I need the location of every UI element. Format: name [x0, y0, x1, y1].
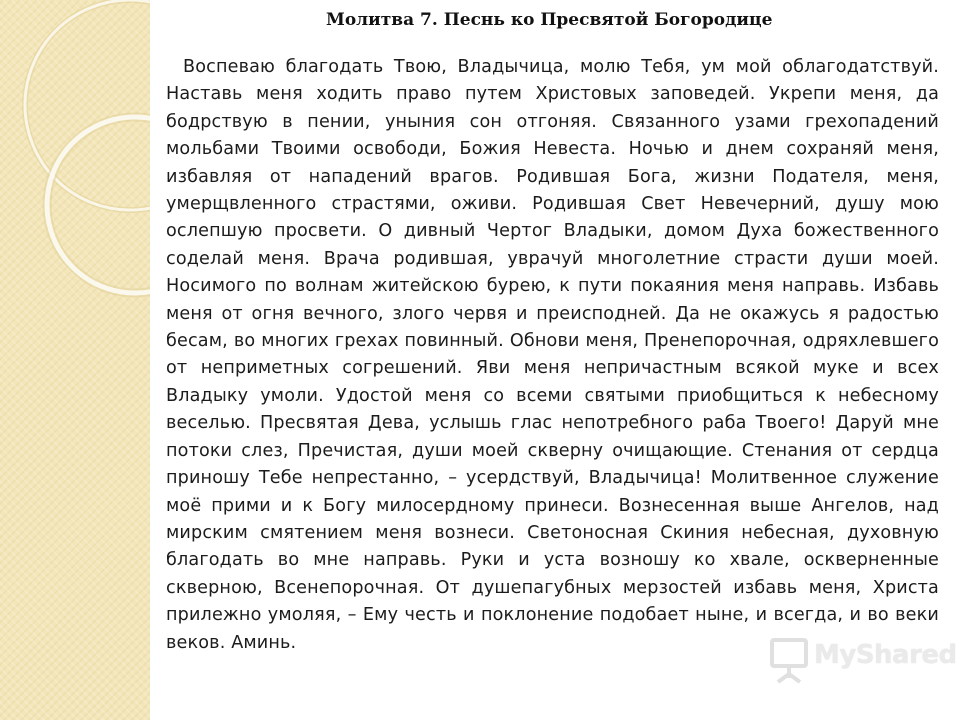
- presentation-board-icon: [768, 634, 812, 684]
- site-watermark: [768, 634, 957, 690]
- slide-title: Молитва 7. Песнь ко Пресвятой Богородице: [326, 10, 773, 30]
- decorative-ring-large-shadow: [25, 0, 150, 210]
- decorative-side-panel: [0, 0, 150, 720]
- prayer-text: Воспеваю благодать Твою, Владычица, молю Тебя, ум мой облагодатствуй. Наставь меня ходить право путем Христовых заповедей. Укрепи меня, да бодрствую в пении, уныния сон отгоняя. Связанного узами грехопадений мольбами Твоими освободи, Божия Невеста. Ночью и днем сохраняй меня, избавляя от нападений врагов. Родившая Бога, жизни Подателя, меня, умерщвленного страстями, оживи. Родившая Свет Невечерний, душу мою ослепшую просвети. О дивный Чертог Владыки, домом Духа божественного соделай меня. Врача родившая, уврачуй многолетние страсти души моей. Носимого по волнам житейскою бурею, к пути покаяния меня направь. Избавь меня от огня вечного, злого червя и преисподней. Да не окажусь я радостью бесам, во многих грехах повинный. Обнови меня, Пренепорочная, одряхлевшего от неприметных согрешений. Яви меня непричастным всякой муке и всех Владыку умоли. Удостой меня со всеми святыми приобщиться к небесному веселью. Пресвятая Дева, услышь глас непотребного раба Твоего! Даруй мне потоки слез, Пречистая, души моей скверну очищающие. Стенания от сердца приношу Тебе непрестанно, – усердствуй, Владычица! Молитвенное служение моё прими и к Богу милосердному принеси. Вознесенная выше Ангелов, над мирским смятением меня вознеси. Светоносная Скиния небесная, духовную благодать во мне направь. Руки и уста возношу ко хвале, оскверненные скверною, Всенепорочная. От душепагубных мерзостей избавь меня, Христа прилежно умоляя, – Ему честь и поклонение подобает ныне, и всегда, и во веки веков. Аминь.: [166, 57, 939, 653]
- watermark-text: MyShared: [814, 640, 957, 670]
- decorative-ring-large: [25, 0, 150, 210]
- decorative-rings: [0, 0, 150, 720]
